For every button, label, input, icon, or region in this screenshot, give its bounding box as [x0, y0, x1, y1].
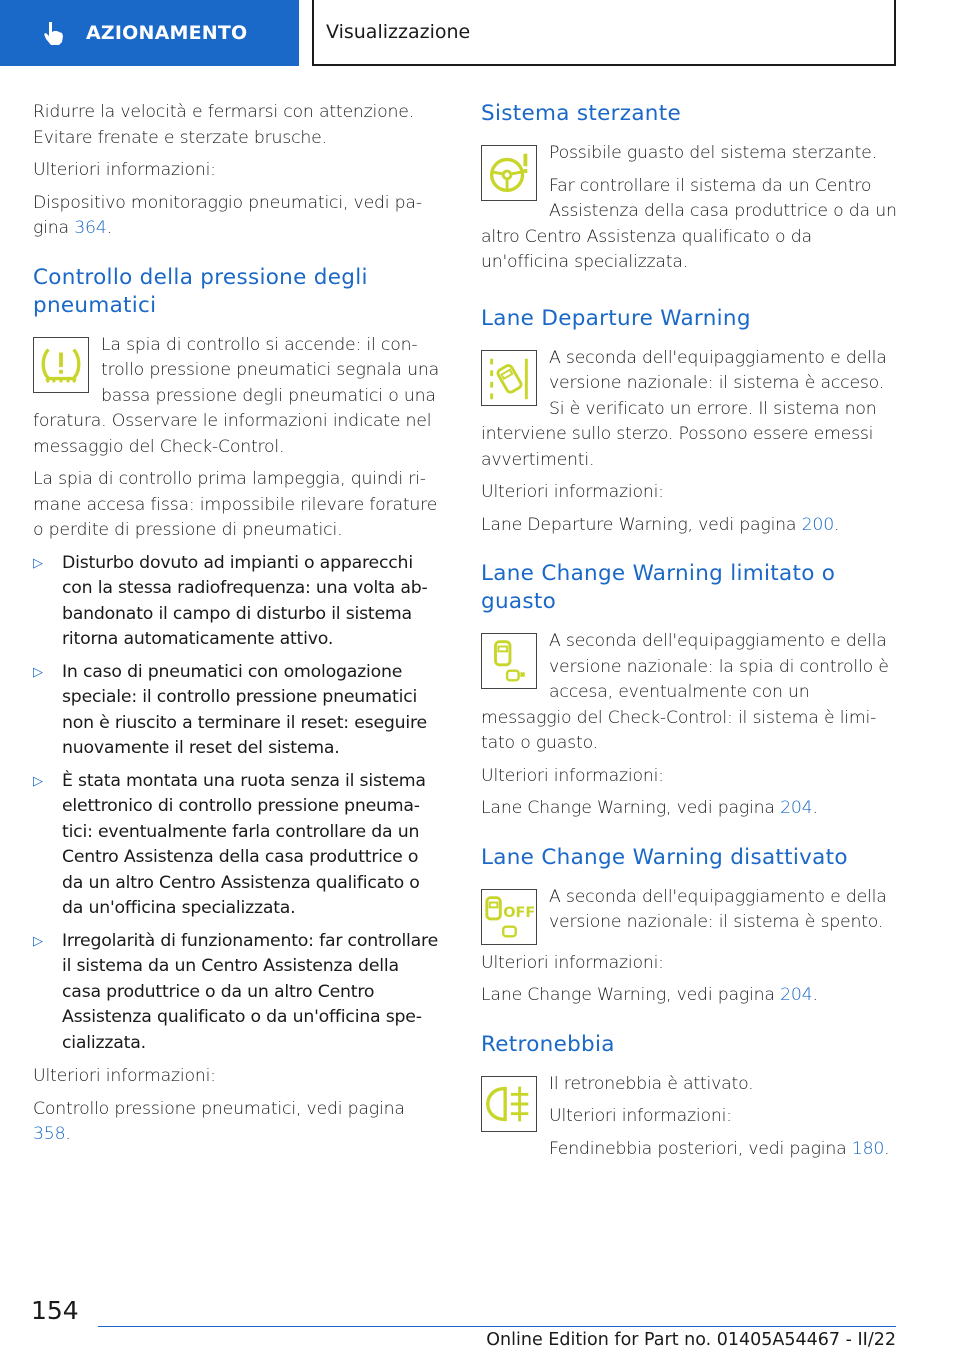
lane-departure-warning-icon — [481, 350, 537, 406]
off-label: OFF — [503, 904, 536, 921]
tire-pressure-warning-icon — [33, 337, 89, 393]
lane-change-warning-limited-icon — [481, 633, 537, 689]
more-info-label: Ulteriori informazioni: — [33, 160, 216, 180]
rear-fog-reference: Fendinebbia posteriori, vedi pagina 180. — [549, 1138, 890, 1159]
steering-paragraph-1: Possibile guasto del sistema sterzante. — [549, 143, 877, 163]
footer-divider — [98, 1326, 896, 1327]
page-link-364[interactable]: 364 — [74, 218, 107, 238]
list-item: ▷ In caso di pneumatici con omologazione speciale: il controllo pressione pneumatici non è riuscito a terminare il reset: eseguire nuovamente il reset del sistema. — [33, 661, 427, 758]
bullet-marker-icon: ▷ — [33, 773, 43, 789]
lane-departure-reference: Lane Departure Warning, vedi pagina 200. — [481, 514, 840, 535]
lane-change-limited-reference: Lane Change Warning, vedi pagina 204. — [481, 798, 818, 818]
lane-change-limited-paragraph: A seconda dell'equipaggiamento e della versione nazionale: la spia di controllo è accesa, eventualmente con un messaggio del Check-Control: il sistema è limitato o guasto. — [481, 631, 889, 753]
lane-departure-paragraph: A seconda dell'equipaggiamento e della versione nazionale: il sistema è acceso. Si è verificato un errore. Il sistema non interviene sullo sterzo. Possono essere emessi avvertimenti. — [481, 347, 887, 470]
tire-pressure-paragraph-1: La spia di controllo si accende: il controllo pressione pneumatici segnala una bassa pressione degli pneumatici o una foratura. Osservare le informazioni indicate nel messaggio del Check-Control. — [33, 334, 439, 457]
left-column — [33, 100, 443, 1155]
rear-fog-paragraph: Il retronebbia è attivato. — [549, 1073, 754, 1094]
list-item: ▷ Disturbo dovuto ad impianti o apparecchi con la stessa radiofrequenza: una volta abbandonato il campo di disturbo il sistema ritorna automaticamente attivo. — [33, 552, 428, 649]
page-link-358[interactable]: 358 — [33, 1124, 66, 1144]
more-info-label: Ulteriori informazioni: — [481, 952, 664, 973]
bullet-marker-icon: ▷ — [33, 933, 43, 949]
steering-warning-icon — [481, 145, 537, 201]
page-link-200[interactable]: 200 — [801, 514, 834, 535]
tire-pressure-bullet-list — [33, 551, 443, 1057]
section-title-steering: Sistema sterzante — [481, 101, 681, 126]
page-link-204[interactable]: 204 — [780, 985, 813, 1005]
section-title-lane-change-off: Lane Change Warning disattivato — [481, 844, 848, 870]
section-title-rear-fog: Retronebbia — [481, 1031, 615, 1057]
lane-change-off-reference: Lane Change Warning, vedi pagina 204. — [481, 985, 818, 1005]
rear-fog-light-icon — [481, 1076, 537, 1132]
intro-paragraph: Ridurre la velocità e fermarsi con attenzione. Evitare frenate e sterzate brusche. — [33, 102, 415, 148]
lane-change-off-paragraph: A seconda dell'equipaggiamento e della versione nazionale: il sistema è spento. — [549, 886, 887, 932]
subsection-label: Visualizzazione — [326, 21, 471, 43]
section-title-lane-departure: Lane Departure Warning — [481, 305, 751, 331]
section-title-tire-pressure: Controllo della pressione degli pneumatici — [33, 264, 368, 318]
hand-pointer-icon — [40, 19, 68, 47]
tire-pressure-reference: Controllo pressione pneumatici, vedi pagina 358. — [33, 1098, 405, 1144]
edition-note: Online Edition for Part no. 01405A54467 - II/22 — [486, 1330, 896, 1350]
intro-reference: Dispositivo monitoraggio pneumatici, vedi pagina 364. — [33, 192, 423, 238]
list-item: ▷ Irregolarità di funzionamento: far controllare il sistema da un Centro Assistenza della casa produttrice o da un altro Centro Assistenza qualificato o da un'officina specializzata. — [33, 930, 438, 1053]
page-link-204[interactable]: 204 — [780, 798, 813, 818]
more-info-label: Ulteriori informazioni: — [549, 1106, 732, 1126]
more-info-label: Ulteriori informazioni: — [481, 765, 664, 786]
page-number: 154 — [31, 1296, 79, 1325]
bullet-marker-icon: ▷ — [33, 555, 43, 571]
lane-change-warning-off-icon — [481, 889, 537, 945]
list-item: ▷ È stata montata una ruota senza il sistema elettronico di controllo pressione pneumatici: eventualmente farla controllare da un Centro Assistenza della casa produttrice o da un altro Centro Assistenza qualificato o da un'officina specializzata. — [33, 770, 426, 918]
right-column — [481, 100, 897, 1169]
section-tab[interactable] — [0, 0, 299, 66]
steering-paragraph-2: Far controllare il sistema da un Centro Assistenza della casa produttrice o da un altro Centro Assistenza qualificato o da un'officina specializzata. — [481, 175, 897, 272]
subsection-header — [312, 0, 896, 66]
more-info-label: Ulteriori informazioni: — [33, 1066, 216, 1086]
section-label: AZIONAMENTO — [86, 22, 248, 44]
tire-pressure-paragraph-2: La spia di controllo prima lampeggia, quindi rimane accesa fissa: impossibile rilevare forature o perdite di pressione di pneumatici. — [33, 469, 438, 540]
bullet-marker-icon: ▷ — [33, 664, 43, 680]
more-info-label: Ulteriori informazioni: — [481, 482, 664, 502]
section-title-lane-change-limited: Lane Change Warning limitato o guasto — [481, 561, 836, 614]
page-link-180[interactable]: 180 — [851, 1138, 885, 1159]
